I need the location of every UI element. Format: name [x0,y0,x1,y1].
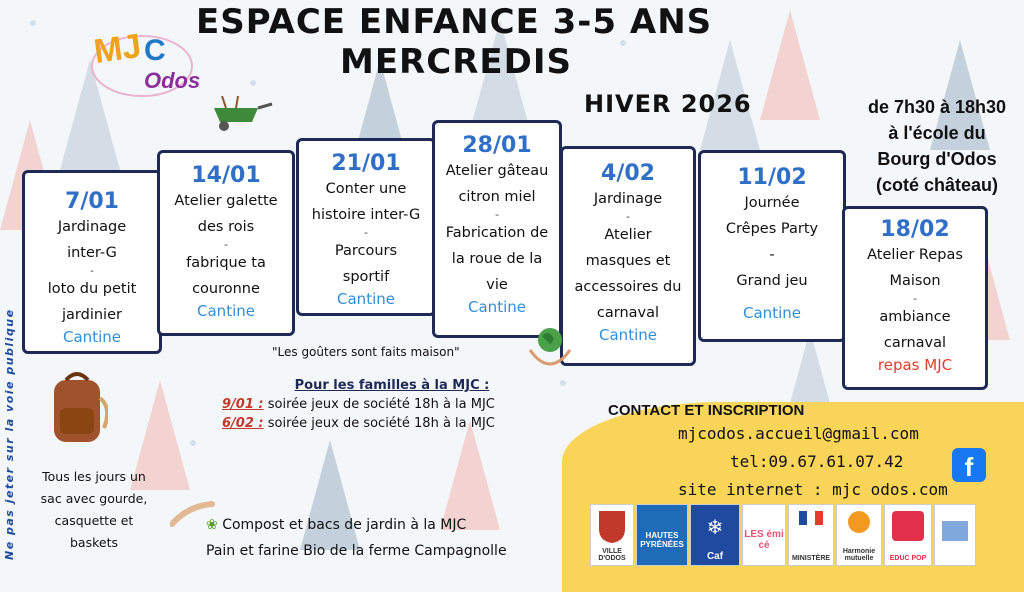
event-date: 6/02 : [222,416,264,431]
hours-line: Bourg d'Odos [877,149,997,169]
card-date: 28/01 [462,133,532,158]
bag-line: sac avec gourde, [40,491,148,506]
card-date: 7/01 [65,189,119,214]
card-meal: Cantine [337,290,395,308]
hours-line: à l'école du [888,123,986,143]
tree-decoration [760,10,820,120]
caf-star-icon: ❄ [706,517,724,539]
page-title: ESPACE ENFANCE 3-5 ANS [196,2,713,42]
card-activity: Journée [744,195,800,211]
card-activity: ambiance [879,309,951,325]
leaf-icon: ❀ [206,517,218,533]
card-meal: Cantine [743,304,801,322]
partner-label: Harmonie mutuelle [842,548,876,562]
compost-info [206,512,507,564]
card-activity: sportif [342,269,390,285]
partner-label: HAUTES PYRÉNÉES [640,531,684,549]
card-activity: Maison [889,273,941,289]
card-activity: Jardinage [593,191,663,207]
mjc-logo [90,26,201,106]
activity-card [560,146,696,366]
card-activity: Atelier Repas [867,247,963,263]
card-activity: jardinier [62,307,122,323]
card-separator: - [495,208,499,221]
bag-line: casquette et [54,513,134,528]
card-activity: fabrique ta [186,255,266,271]
family-event [222,395,542,414]
snack-note: "Les goûters sont faits maison" [272,345,460,359]
contact-site[interactable]: site internet : mjc odos.com [678,480,948,499]
hours-line: de 7h30 à 18h30 [867,97,1007,117]
snow-dot [30,20,36,26]
shield-icon [597,509,627,545]
contact-title: CONTACT ET INSCRIPTION [608,402,805,419]
logo-mj: MJ [91,26,144,72]
card-activity: Conter une [325,181,407,197]
activity-card [842,206,988,390]
card-activity: Atelier [604,227,652,243]
card-meal: Cantine [468,298,526,316]
card-separator: - [90,264,94,277]
compost-line: Pain et farine Bio de la ferme Campagnolle [206,543,507,559]
partner-label: Caf [706,551,724,562]
compost-line [206,512,507,538]
partner-logo [836,504,882,566]
card-activity: loto du petit [47,281,137,297]
event-text: soirée jeux de société 18h à la MJC [263,397,495,412]
card-date: 4/02 [601,161,655,186]
hours-line: (coté château) [875,175,999,195]
families-heading: Pour les familles à la MJC : [294,378,490,393]
facebook-icon[interactable]: f [952,448,986,482]
card-activity: des rois [197,219,255,235]
card-date: 14/01 [191,163,261,188]
card-activity: couronne [192,281,260,297]
card-activity: accessoires du [574,279,682,295]
card-activity: Grand jeu [736,273,808,289]
backpack-icon [48,368,108,448]
card-activity: Atelier galette [174,193,278,209]
families-section [222,376,542,433]
card-date: 18/02 [880,217,950,242]
harmonie-icon [848,511,870,533]
flag-icon [799,511,823,525]
season-label: HIVER 2026 [584,90,752,118]
card-meal: repas MJC [877,356,953,374]
snow-dot [560,380,566,386]
event-date: 9/01 : [222,397,264,412]
event-text: soirée jeux de société 18h à la MJC [263,416,495,431]
bag-line: baskets [69,535,118,550]
card-activity: - [769,247,775,263]
side-notice: Ne pas jeter sur la voie publique [3,308,16,560]
hours-info [852,94,1022,198]
card-activity: la roue de la [451,251,543,267]
wheelbarrow-icon [206,96,276,132]
partner-logo [788,504,834,566]
card-date: 11/02 [737,165,807,190]
logo-odos: Odos [144,68,201,93]
partner-logo [742,504,786,566]
activity-card [296,138,436,316]
snow-dot [190,440,196,446]
card-activity: carnaval [596,305,660,321]
card-meal: Cantine [197,302,255,320]
logo-c: C [144,34,166,67]
card-activity: inter-G [67,245,117,261]
card-separator: - [364,226,368,239]
card-activity: citron miel [458,189,536,205]
card-separator: - [913,292,917,305]
card-date: 21/01 [331,151,401,176]
partner-label: EDUC POP [889,555,927,562]
card-activity: Atelier gâteau [445,163,549,179]
card-activity: Parcours [334,243,398,259]
card-activity: Jardinage [57,219,127,235]
card-activity: Fabrication de [445,225,549,241]
partner-logo [934,504,976,566]
activity-card [698,150,846,342]
contact-email[interactable]: mjcodos.accueil@gmail.com [678,424,919,443]
contact-phone[interactable]: tel:09.67.61.07.42 [730,452,904,471]
compost-text: Compost et bacs de jardin à la MJC [222,517,467,533]
partner-label: MINISTÈRE [791,555,831,562]
card-separator: - [626,210,630,223]
card-meal: Cantine [63,328,121,346]
prefecture-icon [942,521,968,541]
activity-card [22,170,162,354]
card-activity: masques et [585,253,671,269]
bag-line: Tous les jours un [42,469,146,484]
earth-hands-icon [528,324,572,368]
partner-label: LES émi cé [744,529,784,551]
family-event [222,414,542,433]
activity-card [432,120,562,338]
educpop-icon [892,511,924,541]
partner-logo [590,504,634,566]
card-activity: Crêpes Party [725,221,819,237]
partner-logo [884,504,932,566]
partner-logo [690,504,740,566]
card-meal: Cantine [599,326,657,344]
partner-logo [636,504,688,566]
card-separator: - [224,238,228,251]
card-activity: carnaval [883,335,947,351]
activity-card [157,150,295,336]
card-activity: vie [486,277,508,293]
snow-dot [250,80,256,86]
card-activity: histoire inter-G [311,207,421,223]
page-subtitle: MERCREDIS [340,42,572,82]
partner-label: VILLE D'ODOS [598,548,626,562]
bag-reminder [28,466,160,554]
